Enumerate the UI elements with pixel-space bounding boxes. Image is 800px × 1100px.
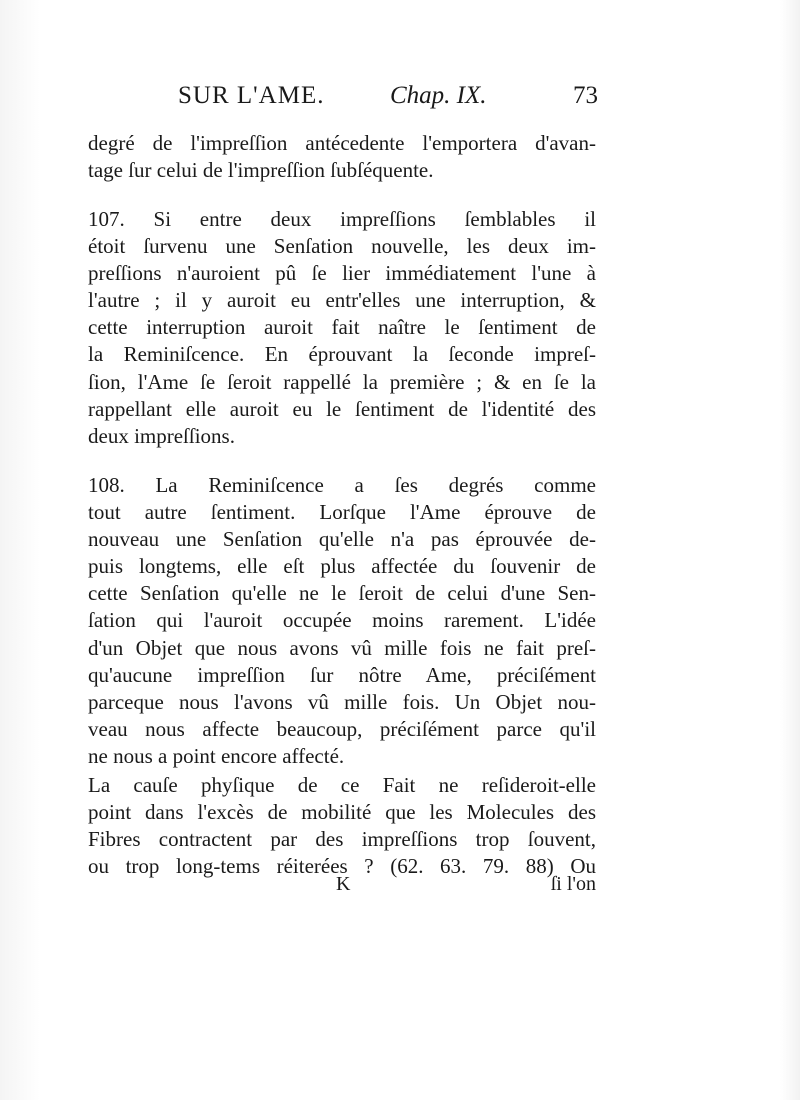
text-line: ſion, l'Ame ſe ſeroit rappellé la première ; & en ſe la: [88, 369, 596, 394]
text-line: puis longtems, elle eſt plus affectée du ſouvenir de: [88, 554, 596, 579]
signature-mark: K: [336, 873, 351, 895]
text-line: cette interruption auroit fait naître le ſentiment de: [88, 315, 596, 340]
page-number: 73: [573, 82, 598, 109]
page-footer: [88, 873, 596, 903]
running-title: SUR L'AME.: [178, 82, 325, 109]
text-line: La cauſe phyſique de ce Fait ne reſideroit-elle: [88, 773, 596, 797]
text-line: cette Senſation qu'elle ne le ſeroit de celui d'une Sen-: [88, 581, 596, 606]
paragraph: [88, 130, 596, 184]
text-line: parceque nous l'avons vû mille fois. Un Objet nou-: [88, 689, 596, 714]
text-line: point dans l'excès de mobilité que les Molecules des: [88, 800, 596, 825]
text-line: rappellant elle auroit eu le ſentiment de l'identité des: [88, 396, 596, 421]
chapter-label: Chap. IX.: [390, 82, 487, 109]
running-header: [178, 82, 598, 122]
text-line: deux impreſſions.: [88, 423, 235, 448]
catchword: ſi l'on: [550, 873, 596, 895]
paragraph: [88, 206, 596, 450]
text-line: qu'aucune impreſſion ſur nôtre Ame, préciſément: [88, 662, 596, 687]
text-line: ou trop long-tems réiterées ? (62. 63. 79. 88) Ou: [88, 854, 596, 879]
text-line: tage ſur celui de l'impreſſion ſubſéquente.: [88, 158, 434, 183]
text-line: ſation qui l'auroit occupée moins rarement. L'idée: [88, 608, 596, 633]
paragraph: [88, 472, 596, 770]
text-line: degré de l'impreſſion antécedente l'emportera d'avan-: [88, 131, 596, 155]
text-line: veau nous affecte beaucoup, préciſément parce qu'il: [88, 716, 596, 741]
text-line: étoit ſurvenu une Senſation nouvelle, les deux im-: [88, 234, 596, 259]
text-line: ne nous a point encore affecté.: [88, 743, 345, 768]
text-line: Fibres contractent par des impreſſions trop ſouvent,: [88, 827, 596, 852]
text-line: preſſions n'auroient pû ſe lier immédiatement l'une à: [88, 261, 596, 286]
text-line: 107. Si entre deux impreſſions ſemblables il: [88, 207, 596, 231]
paragraph: [88, 772, 596, 880]
text-line: d'un Objet que nous avons vû mille fois ne fait preſ-: [88, 635, 596, 660]
text-line: 108. La Reminiſcence a ſes degrés comme: [88, 473, 596, 497]
text-line: l'autre ; il y auroit eu entr'elles une interruption, &: [88, 288, 596, 313]
text-line: la Reminiſcence. En éprouvant la ſeconde impreſ-: [88, 342, 596, 367]
text-line: nouveau une Senſation qu'elle n'a pas éprouvée de-: [88, 527, 596, 552]
text-line: tout autre ſentiment. Lorſque l'Ame éprouve de: [88, 500, 596, 525]
